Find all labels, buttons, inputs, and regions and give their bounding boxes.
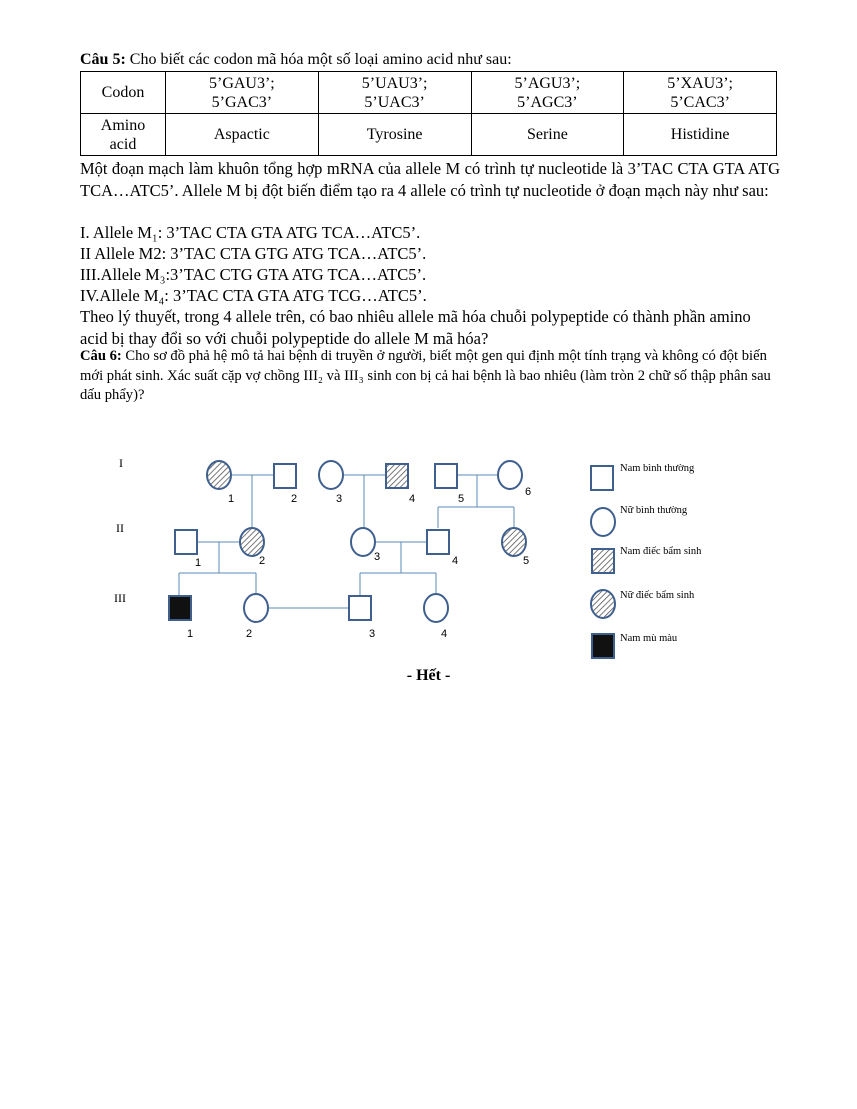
number-label: 3 xyxy=(374,551,381,563)
amino-header-line: Amino xyxy=(100,116,146,134)
number-label: 3 xyxy=(336,493,343,505)
codon-cell xyxy=(318,72,471,114)
number-label: 2 xyxy=(259,555,266,567)
generation-label: II xyxy=(116,521,124,535)
q5-question: Theo lý thuyết, trong 4 allele trên, có bao nhiêu allele mã hóa chuỗi polypeptide có thành phần amino acid bị thay đổi so với chuỗi polypeptide do allele M mã hóa? xyxy=(80,307,751,348)
pedigree-diagram xyxy=(0,440,857,660)
number-label: 6 xyxy=(525,486,532,498)
legend-label: Nữ điếc bẩm sinh xyxy=(620,590,695,601)
number-label: 1 xyxy=(195,557,202,569)
generation-label: III xyxy=(114,591,126,605)
codon-cell xyxy=(166,72,319,114)
legend-deaf-male-symbol xyxy=(592,549,614,573)
individual-II1-male xyxy=(175,530,197,554)
amino-row xyxy=(81,114,777,156)
codon-value: 5’XAU3’; xyxy=(667,74,733,92)
legend-label: Nam mù màu xyxy=(620,633,678,644)
number-label: 1 xyxy=(228,493,235,505)
codon-value: 5’GAU3’; xyxy=(208,74,275,92)
legend-label: Nam bình thường xyxy=(620,463,695,474)
number-label: 4 xyxy=(441,628,448,640)
legend-normal-female-symbol xyxy=(591,508,615,536)
codon-row xyxy=(81,72,777,114)
end-marker: - Hết - xyxy=(406,667,451,684)
individual-II5-affected-female xyxy=(502,528,526,556)
generation-label: I xyxy=(119,456,123,470)
individual-III3-male xyxy=(349,596,371,620)
individual-III2-female xyxy=(244,594,268,622)
number-label: 4 xyxy=(409,493,416,505)
number-label: 2 xyxy=(291,493,298,505)
codon-value: 5’UAC3’ xyxy=(364,93,425,111)
individual-I2-male xyxy=(274,464,296,488)
codon-value: 5’GAC3’ xyxy=(211,93,273,111)
question-6-text: Cho sơ đồ phả hệ mô tả hai bệnh di truyền ở người, biết một gen qui định một tính trạng và không có đột biến mới phát sinh. Xác suất cặp vợ chồng III₂ và III₃ sinh con bị cả hai bệnh là bao nhiêu (làm tròn 2 chữ số thập phân sau dấu phẩy)? xyxy=(80,348,771,403)
individual-I3-female xyxy=(319,461,343,489)
legend-colorblind-male-symbol xyxy=(592,634,614,658)
individual-III1-colorblind-male xyxy=(169,596,191,620)
amino-header xyxy=(81,114,166,156)
number-label: 1 xyxy=(187,628,194,640)
number-label: 5 xyxy=(458,493,465,505)
legend-label: Nam điếc bẩm sinh xyxy=(620,546,702,557)
question-6 xyxy=(80,347,780,406)
individual-II3-female xyxy=(351,528,375,556)
individual-I4-affected-male xyxy=(386,464,408,488)
individual-I5-male xyxy=(435,464,457,488)
allele-4: IV.Allele M₄: 3’TAC CTA GTA ATG TCG…ATC5’. xyxy=(80,286,427,305)
number-label: 2 xyxy=(246,628,253,640)
number-label: 4 xyxy=(452,555,459,567)
codon-cell xyxy=(471,72,624,114)
codon-cell xyxy=(624,72,777,114)
amino-cell: Aspactic xyxy=(166,114,319,156)
number-label: 3 xyxy=(369,628,376,640)
amino-cell: Histidine xyxy=(624,114,777,156)
individual-III4-female xyxy=(424,594,448,622)
individual-I1-affected-female xyxy=(207,461,231,489)
codon-value: 5’UAU3’; xyxy=(361,74,428,92)
codon-header: Codon xyxy=(81,72,166,114)
allele-2: II Allele M2: 3’TAC CTA GTG ATG TCA…ATC5’. xyxy=(80,244,427,263)
legend-label: Nữ bình thường xyxy=(620,505,688,516)
allele-3: III.Allele M₃:3’TAC CTG GTA ATG TCA…ATC5’. xyxy=(80,265,427,284)
individual-I6-female xyxy=(498,461,522,489)
question-6-label: Câu 6: xyxy=(80,348,122,364)
codon-table xyxy=(80,71,777,156)
individual-II2-affected-female xyxy=(240,528,264,556)
amino-cell: Tyrosine xyxy=(318,114,471,156)
codon-value: 5’CAC3’ xyxy=(670,93,730,111)
individual-II4-male xyxy=(427,530,449,554)
legend xyxy=(591,463,702,658)
question-5-label: Câu 5: xyxy=(80,51,126,68)
codon-value: 5’AGC3’ xyxy=(517,93,578,111)
amino-header-line: acid xyxy=(109,135,137,153)
codon-value: 5’AGU3’; xyxy=(514,74,581,92)
question-5-intro: Cho biết các codon mã hóa một số loại amino acid như sau: xyxy=(125,51,512,68)
allele-1: I. Allele M₁: 3’TAC CTA GTA ATG TCA…ATC5’. xyxy=(80,223,421,242)
q5-paragraph: Một đoạn mạch làm khuôn tổng hợp mRNA của allele M có trình tự nucleotide là 3’TAC CTA GTA ATG TCA…ATC5’. Allele M bị đột biến điểm tạo ra 4 allele có trình tự nucleotide ở đoạn mạch này như sau: xyxy=(80,159,780,200)
amino-cell: Serine xyxy=(471,114,624,156)
legend-normal-male-symbol xyxy=(591,466,613,490)
question-5-title xyxy=(80,50,512,70)
number-label: 5 xyxy=(523,555,530,567)
legend-deaf-female-symbol xyxy=(591,590,615,618)
